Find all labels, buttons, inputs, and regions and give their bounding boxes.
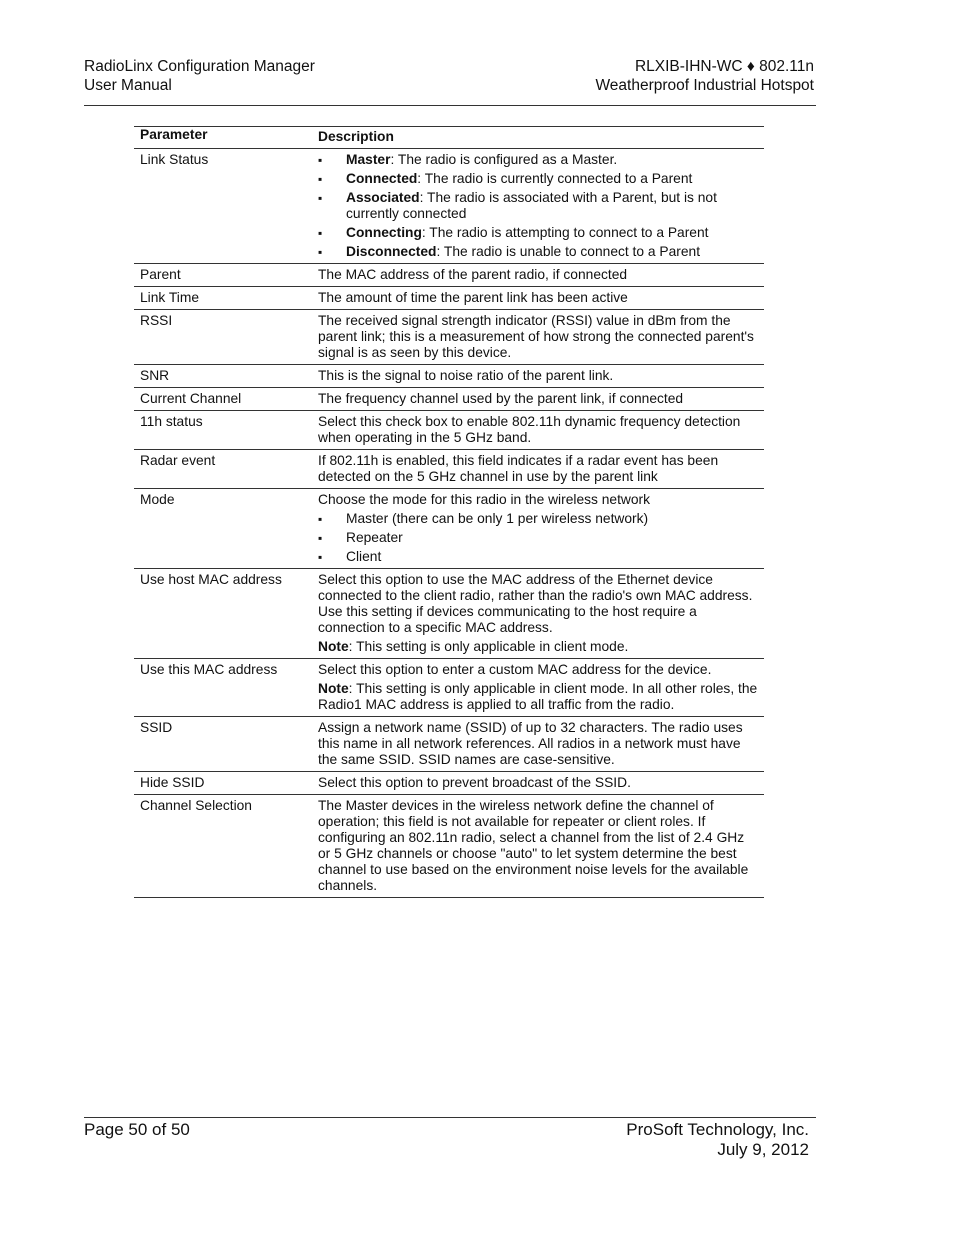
parameter-description: This is the signal to noise ratio of the parent link.	[306, 365, 764, 388]
parameter-description: If 802.11h is enabled, this field indicates if a radar event has been detected on the 5 GHz channel in use by the parent link	[306, 450, 764, 489]
table-row	[134, 569, 764, 659]
parameter-name: Link Status	[134, 149, 306, 264]
parameter-name: Radar event	[134, 450, 306, 489]
mode-list	[318, 511, 760, 565]
table-row	[134, 388, 764, 411]
parameter-name: Hide SSID	[134, 772, 306, 795]
parameter-description: Assign a network name (SSID) of up to 32 characters. The radio uses this name in all network references. All radios in a network must have the same SSID. SSID names are case-sensitive.	[306, 717, 764, 772]
status-list	[318, 152, 760, 260]
publication-date: July 9, 2012	[717, 1140, 809, 1159]
list-item: ▪ Master (there can be only 1 per wireless network)	[318, 511, 760, 527]
footer-right	[626, 1120, 809, 1160]
table-row	[134, 717, 764, 772]
list-item: ▪ Associated: The radio is associated with a Parent, but is not currently connected	[318, 190, 760, 222]
description-text: Select this option to enter a custom MAC address for the device.	[318, 662, 712, 677]
table-row	[134, 795, 764, 898]
table-header-row	[134, 127, 764, 149]
description-text: Select this option to use the MAC address of the Ethernet device connected to the client radio, rather than the radio's own MAC address. Use this setting if devices communicating to the host require a connection to a specific MAC address.	[318, 572, 753, 635]
parameter-name: Mode	[134, 489, 306, 569]
parameter-description: The frequency channel used by the parent link, if connected	[306, 388, 764, 411]
list-item: ▪ Client	[318, 549, 760, 565]
table-row	[134, 310, 764, 365]
parameter-description	[306, 489, 764, 569]
parameter-name: Use this MAC address	[134, 659, 306, 717]
list-item: ▪ Disconnected: The radio is unable to connect to a Parent	[318, 244, 760, 260]
list-item: ▪ Master: The radio is configured as a Master.	[318, 152, 760, 168]
parameter-description: The received signal strength indicator (RSSI) value in dBm from the parent link; this is a measurement of how strong the connected parent's signal is as seen by this device.	[306, 310, 764, 365]
table-row	[134, 264, 764, 287]
note-text: Note: This setting is only applicable in client mode.	[318, 639, 629, 654]
parameter-description: Select this option to prevent broadcast of the SSID.	[306, 772, 764, 795]
parameter-description	[306, 569, 764, 659]
manual-title: RadioLinx Configuration Manager	[84, 58, 315, 75]
parameter-name: SSID	[134, 717, 306, 772]
parameter-description: The amount of time the parent link has been active	[306, 287, 764, 310]
parameter-description	[306, 149, 764, 264]
parameter-description: The MAC address of the parent radio, if connected	[306, 264, 764, 287]
parameter-table	[134, 126, 764, 898]
parameter-name: RSSI	[134, 310, 306, 365]
list-item: ▪ Repeater	[318, 530, 760, 546]
table-row	[134, 489, 764, 569]
note-text: Note: This setting is only applicable in client mode. In all other roles, the Radio1 MAC address is applied to all traffic from the radio.	[318, 681, 758, 712]
table-row	[134, 772, 764, 795]
column-header-description: Description	[306, 127, 764, 149]
parameter-name: Channel Selection	[134, 795, 306, 898]
company-name: ProSoft Technology, Inc.	[626, 1120, 809, 1139]
product-name: Weatherproof Industrial Hotspot	[595, 77, 814, 94]
list-item: ▪ Connected: The radio is currently connected to a Parent	[318, 171, 760, 187]
table-row	[134, 450, 764, 489]
page-number: Page 50 of 50	[84, 1120, 190, 1139]
product-model: RLXIB-IHN-WC ♦ 802.11n	[634, 58, 814, 75]
table-row	[134, 411, 764, 450]
parameter-name: Use host MAC address	[134, 569, 306, 659]
footer-divider	[84, 1117, 816, 1118]
parameter-name: Parent	[134, 264, 306, 287]
table-row	[134, 149, 764, 264]
parameter-name: Current Channel	[134, 388, 306, 411]
list-item: ▪ Connecting: The radio is attempting to connect to a Parent	[318, 225, 760, 241]
parameter-name: 11h status	[134, 411, 306, 450]
column-header-parameter: Parameter	[134, 127, 306, 149]
table-row	[134, 365, 764, 388]
parameter-name: SNR	[134, 365, 306, 388]
parameter-description: The Master devices in the wireless network define the channel of operation; this field is not available for repeater or client roles. If configuring an 802.11n radio, select a channel from the list of 2.4 GHz or 5 GHz channels or choose "auto" to let system determine the best channel to use based on the environment noise levels for the available channels.	[306, 795, 764, 898]
table-row	[134, 287, 764, 310]
manual-subtitle: User Manual	[84, 77, 172, 94]
header-left	[84, 57, 315, 95]
header-divider	[84, 105, 816, 106]
mode-intro: Choose the mode for this radio in the wireless network	[318, 492, 651, 507]
table-row	[134, 659, 764, 717]
parameter-name: Link Time	[134, 287, 306, 310]
parameter-description: Select this check box to enable 802.11h dynamic frequency detection when operating in the 5 GHz band.	[306, 411, 764, 450]
header-right	[595, 57, 814, 95]
parameter-description	[306, 659, 764, 717]
